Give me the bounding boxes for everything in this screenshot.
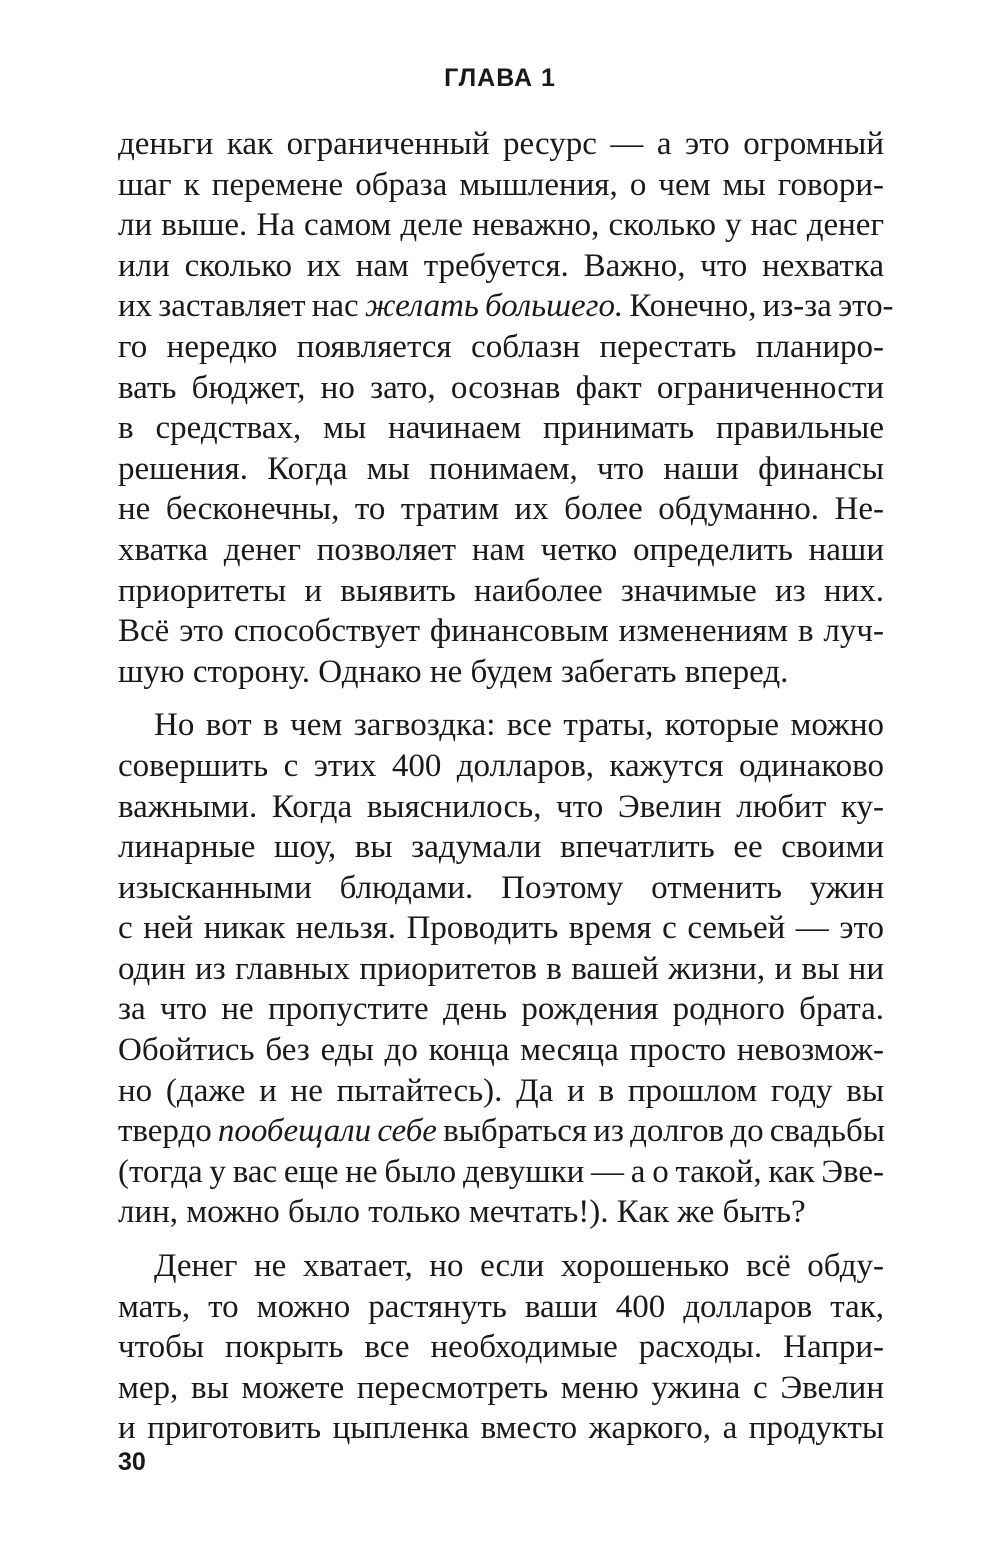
text-line — [118, 286, 894, 327]
text-line: вать бюджет, но зато, осознав факт ограниченности — [118, 369, 884, 406]
text-line: хватка денег позволяет нам четко определить наши — [118, 531, 884, 568]
text-line: и приготовить цыпленка вместо жаркого, а продукты — [118, 1410, 884, 1447]
text-line: ли выше. На самом деле неважно, сколько у нас денег — [118, 207, 884, 244]
text-line: лин, можно было только мечтать!). Как же быть? — [118, 1194, 806, 1231]
text-run: твердо — [118, 1113, 218, 1150]
paragraph-3 — [118, 1246, 884, 1449]
text-line: шую сторону. Однако не будем забегать вперед. — [118, 653, 789, 690]
text-line: изысканными блюдами. Поэтому отменить ужин — [118, 869, 884, 906]
paragraph-1 — [118, 124, 894, 692]
running-head: ГЛАВА 1 — [444, 64, 556, 92]
emphasis: пообещали себе — [217, 1113, 437, 1150]
text-line: не бесконечны, то тратим их более обдуманно. Не- — [118, 491, 884, 528]
text-line: совершить с этих 400 долларов, кажутся одинаково — [118, 747, 884, 784]
text-run: Конечно, из-за это- — [623, 288, 894, 325]
text-line: но (даже и не пытайтесь). Да и в прошлом году вы — [118, 1072, 884, 1109]
text-line: или сколько их нам требуется. Важно, что нехватка — [118, 247, 884, 284]
text-line: один из главных приоритетов в вашей жизни, и вы ни — [118, 950, 884, 987]
text-line: приоритеты и выявить наиболее значимые из них. — [118, 572, 884, 609]
text-line: решения. Когда мы понимаем, что наши финансы — [118, 450, 884, 487]
text-line: с ней никак нельзя. Проводить время с семьей — это — [118, 910, 884, 947]
text-line: Но вот в чем загвоздка: все траты, которые можно — [154, 707, 884, 744]
text-line: Обойтись без еды до конца месяца просто невозмож- — [118, 1032, 884, 1069]
text-line: шаг к перемене образа мышления, о чем мы говори- — [118, 166, 884, 203]
text-line: мер, вы можете пересмотреть меню ужина с Эвелин — [118, 1369, 884, 1406]
text-run: выбраться из долгов до свадьбы — [436, 1113, 885, 1150]
text-line: в средствах, мы начинаем принимать правильные — [118, 410, 884, 447]
text-line: Денег не хватает, но если хорошенько всё обду- — [154, 1248, 884, 1285]
body-text — [118, 124, 894, 1449]
text-line: деньги как ограниченный ресурс — а это огромный — [118, 126, 884, 162]
text-line: (тогда у вас еще не было девушки — а о такой, как Эве- — [118, 1153, 884, 1190]
text-line: Всё это способствует финансовым изменениям в луч- — [118, 613, 884, 650]
text-line: за что не пропустите день рождения родного брата. — [118, 991, 884, 1028]
text-line: линарные шоу, вы задумали впечатлить ее своими — [118, 829, 884, 866]
text-line — [118, 1111, 884, 1152]
paragraph-2 — [118, 705, 884, 1233]
text-line: мать, то можно растянуть ваши 400 долларов так, — [118, 1288, 884, 1325]
text-line: важными. Когда выяснилось, что Эвелин любит ку- — [118, 788, 884, 825]
text-run: их заставляет нас — [118, 288, 365, 325]
text-line: го нередко появляется соблазн перестать планиро- — [118, 328, 884, 365]
page-number: 30 — [118, 1448, 146, 1476]
emphasis: желать большего. — [364, 288, 624, 325]
text-line: чтобы покрыть все необходимые расходы. Напри- — [118, 1329, 884, 1366]
